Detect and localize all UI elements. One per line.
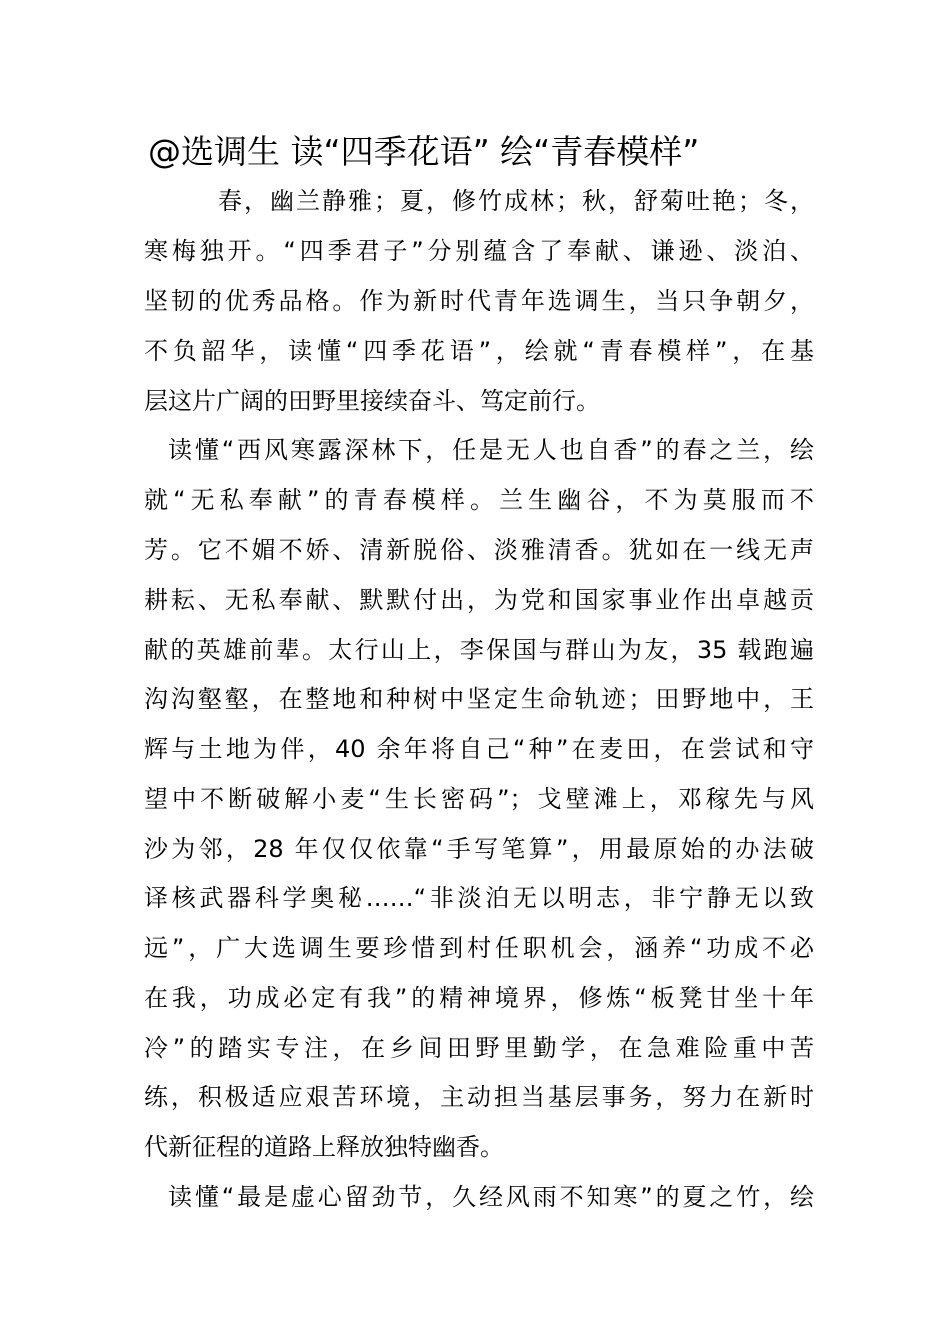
- paragraph-2-line-7: 辉与土地为伴，40 余年将自己“种”在麦田，在尝试和守: [144, 735, 814, 763]
- paragraph-2-line-6: 沟沟壑壑，在整地和种树中坚定生命轨迹；田野地中，王: [144, 685, 814, 713]
- document-title: @选调生 读“四季花语” 绘“青春模样”: [148, 132, 700, 171]
- paragraph-2-line-14: 练，积极适应艰苦环境，主动担当基层事务，努力在新时: [144, 1083, 814, 1111]
- paragraph-2-line-3: 芳。它不媚不娇、清新脱俗、淡雅清香。犹如在一线无声: [144, 536, 814, 564]
- paragraph-1-line-4: 不负韶华，读懂“四季花语”，绘就“青春模样”，在基: [144, 337, 814, 365]
- paragraph-2-line-1: 读懂“西风寒露深林下，任是无人也自香”的春之兰，绘: [168, 436, 814, 464]
- paragraph-2-line-15: 代新征程的道路上释放独特幽香。: [144, 1133, 504, 1161]
- paragraph-3-line-1: 读懂“最是虚心留劲节，久经风雨不知寒”的夏之竹，绘: [168, 1183, 814, 1211]
- paragraph-2-line-13: 冷”的踏实专注，在乡间田野里勤学，在急难险重中苦: [144, 1034, 814, 1062]
- paragraph-2-line-9: 沙为邻，28 年仅仅依靠“手写笔算”，用最原始的办法破: [144, 835, 814, 863]
- paragraph-2-line-11: 远”，广大选调生要珍惜到村任职机会，涵养“功成不必: [144, 934, 814, 962]
- paragraph-2-line-8: 望中不断破解小麦“生长密码”；戈壁滩上，邓稼先与风: [144, 785, 814, 813]
- paragraph-1-line-5: 层这片广阔的田野里接续奋斗、笃定前行。: [144, 387, 600, 415]
- paragraph-2-line-4: 耕耘、无私奉献、默默付出，为党和国家事业作出卓越贡: [144, 586, 814, 614]
- paragraph-1-line-2: 寒梅独开。“四季君子”分别蕴含了奉献、谦逊、淡泊、: [144, 237, 814, 265]
- paragraph-2-line-10: 译核武器科学奥秘……“非淡泊无以明志，非宁静无以致: [144, 884, 814, 912]
- paragraph-2-line-2: 就“无私奉献”的青春模样。兰生幽谷，不为莫服而不: [144, 486, 814, 514]
- paragraph-1-line-3: 坚韧的优秀品格。作为新时代青年选调生，当只争朝夕，: [144, 287, 814, 315]
- paragraph-1-line-1: 春，幽兰静雅；夏，修竹成林；秋，舒菊吐艳；冬，: [218, 187, 814, 215]
- paragraph-2-line-12: 在我，功成必定有我”的精神境界，修炼“板凳甘坐十年: [144, 984, 814, 1012]
- paragraph-2-line-5: 献的英雄前辈。太行山上，李保国与群山为友，35 载跑遍: [144, 636, 814, 664]
